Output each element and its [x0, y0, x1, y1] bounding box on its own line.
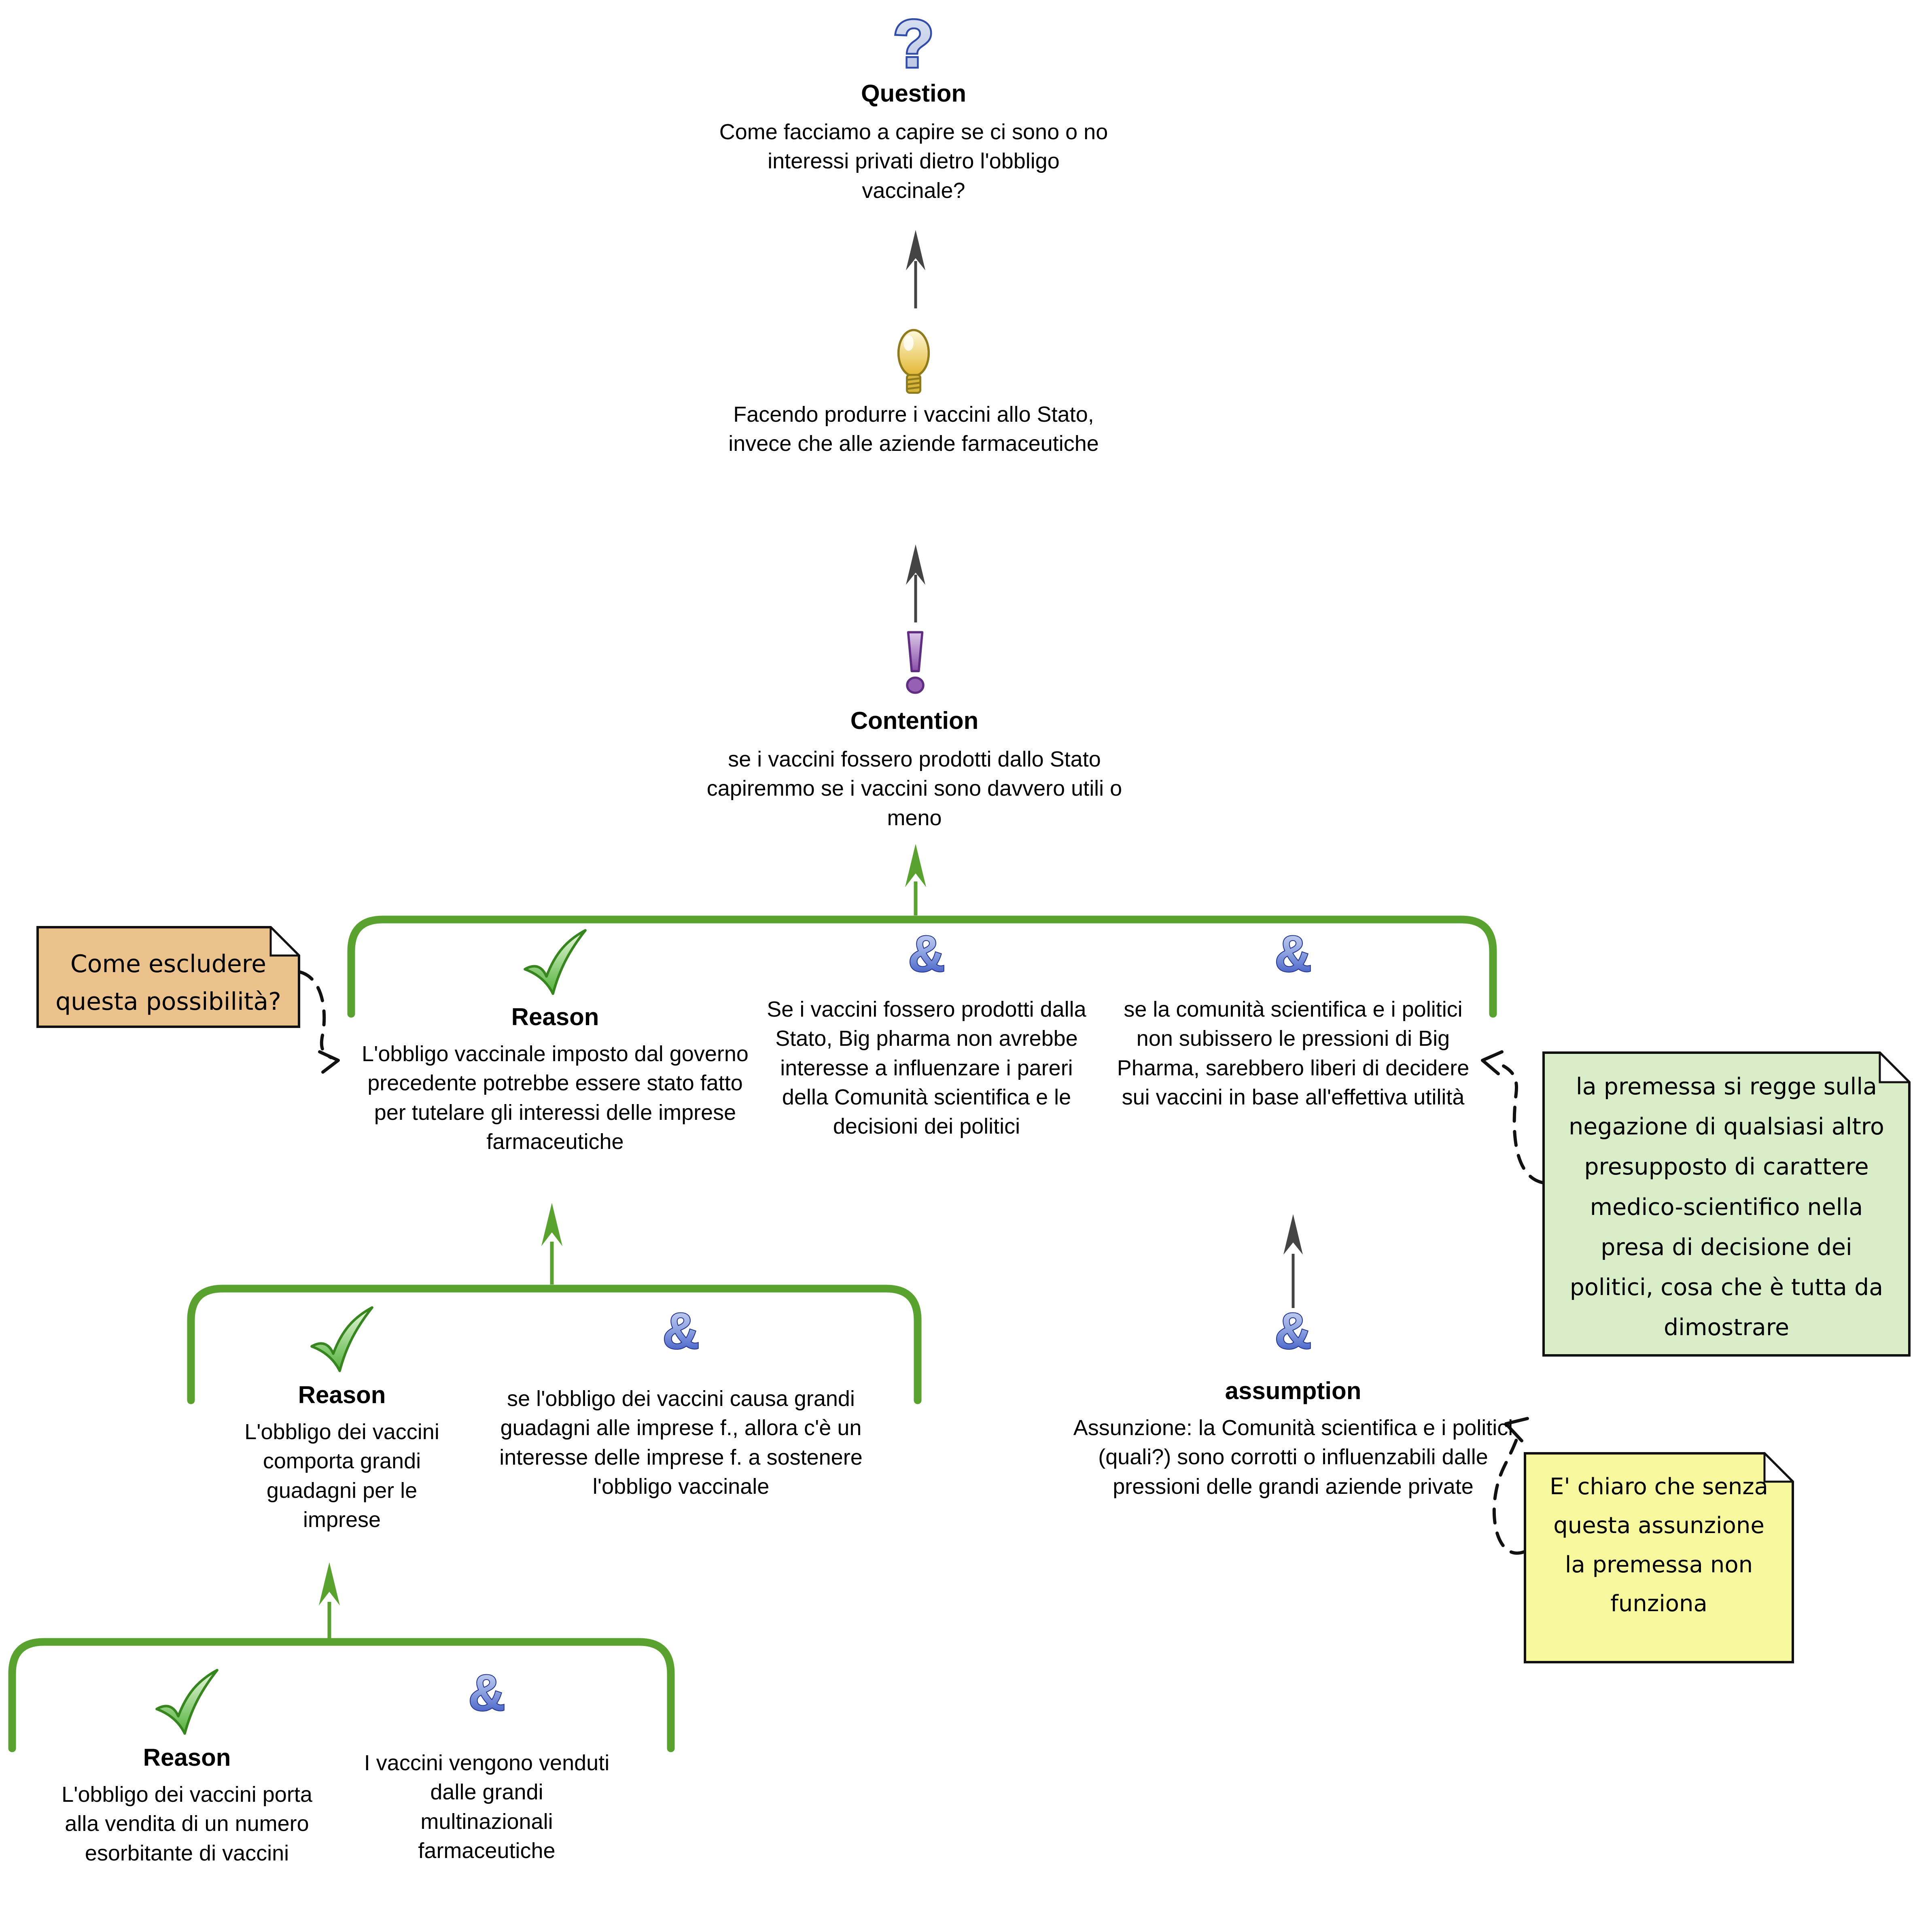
dashed-link-orange-note	[300, 972, 331, 1058]
dashed-link-green-note	[1504, 1066, 1542, 1183]
idea-node[interactable]: Facendo produrre i vaccini allo Stato, invece che alle aziende farmaceutiche	[728, 402, 1099, 456]
ampersand-icon	[1272, 928, 1314, 983]
reason2-node[interactable]: L'obbligo dei vaccini comporta grandi guadagni per le imprese	[244, 1420, 439, 1532]
reason1-node[interactable]: L'obbligo vaccinale imposto dal governo precedente potrebbe essere stato fatto per tutelare gli interessi delle imprese farmaceutiche	[362, 1042, 749, 1154]
lightbulb-icon	[893, 328, 934, 401]
reason1-label: Reason	[511, 1003, 599, 1030]
assumption-node[interactable]: Assunzione: la Comunità scientifica e i politici (quali?) sono corrotti o influenzabili dalle pressioni delle grandi aziende private	[1073, 1416, 1513, 1499]
exclamation-icon	[899, 630, 931, 695]
contention-label: Contention	[850, 707, 979, 734]
reason3-label: Reason	[143, 1744, 231, 1771]
copremise3-node[interactable]: se l'obbligo dei vaccini causa grandi guadagni alle imprese f., allora c'è un interesse delle imprese f. a sostenere l'obbligo vaccinale	[499, 1387, 863, 1499]
evidence-bracket-level3	[12, 1642, 671, 1748]
reason2-label: Reason	[298, 1381, 386, 1408]
green-note-text: la premessa si regge sulla negazione di qualsiasi altro presupposto di carattere medico-scientifico nella presa di decisione dei politici, cosa che è tutta da dimostrare	[1569, 1073, 1884, 1341]
sticky-note-green[interactable]	[1542, 1051, 1911, 1357]
orange-note-text: Come escludere questa possibilità?	[55, 950, 281, 1016]
ampersand-icon	[660, 1305, 702, 1360]
ampersand-icon	[466, 1667, 507, 1722]
copremise4-node[interactable]: I vaccini vengono venduti dalle grandi multinazionali farmaceutiche	[364, 1751, 610, 1863]
question-node[interactable]: Come facciamo a capire se ci sono o no interessi privati dietro l'obbligo vaccinale?	[719, 120, 1108, 203]
question-label: Question	[861, 80, 967, 107]
assumption-label: assumption	[1225, 1377, 1362, 1404]
sticky-note-orange[interactable]	[36, 926, 300, 1028]
ampersand-icon	[906, 928, 947, 983]
question-icon	[887, 11, 940, 79]
copremise1-node[interactable]: Se i vaccini fossero prodotti dalla Stato, Big pharma non avrebbe interesse a influenzare i pareri della Comunità scientifica e le decisioni dei politici	[767, 997, 1086, 1139]
ampersand-icon	[1272, 1305, 1314, 1360]
checkmark-icon	[151, 1666, 223, 1738]
checkmark-icon	[306, 1303, 378, 1375]
reason3-node[interactable]: L'obbligo dei vaccini porta alla vendita di un numero esorbitante di vaccini	[62, 1782, 312, 1865]
sticky-note-yellow[interactable]	[1524, 1452, 1794, 1663]
yellow-note-text: E' chiaro che senza questa assunzione la premessa non funziona	[1550, 1474, 1768, 1617]
contention-node[interactable]: se i vaccini fossero prodotti dallo Stato capiremmo se i vaccini sono davvero utili o meno	[706, 747, 1122, 830]
checkmark-icon	[519, 926, 591, 998]
copremise2-node[interactable]: se la comunità scientifica e i politici non subissero le pressioni di Big Pharma, sarebbero liberi di decidere sui vaccini in base all'effettiva utilità	[1117, 997, 1470, 1110]
